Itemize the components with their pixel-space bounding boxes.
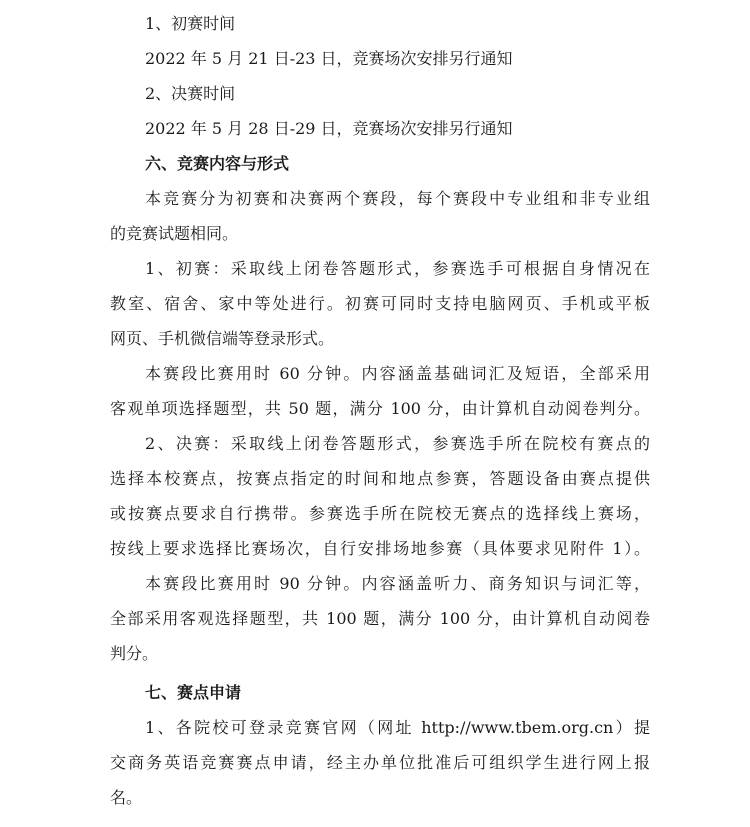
subheading-final-time: 2、决赛时间 <box>145 84 236 103</box>
paragraph-line: 的竞赛试题相同。 <box>110 224 239 243</box>
paragraph-line: 按线上要求选择比赛场次，自行安排场地参赛（具体要求见附件 1）。 <box>110 539 650 558</box>
paragraph-line: 选择本校赛点，按赛点指定的时间和地点参赛，答题设备由赛点提供 <box>110 469 650 488</box>
paragraph-line: 教室、宿舍、家中等处进行。初赛可同时支持电脑网页、手机或平板 <box>110 294 650 313</box>
subheading-preliminary-time: 1、初赛时间 <box>145 14 236 33</box>
paragraph-line: 本赛段比赛用时 60 分钟。内容涵盖基础词汇及短语，全部采用 <box>145 364 650 383</box>
paragraph-line: 1、各院校可登录竞赛官网（网址 http://www.tbem.org.cn）提 <box>145 718 650 737</box>
paragraph-line: 交商务英语竞赛赛点申请，经主办单位批准后可组织学生进行网上报 <box>110 753 650 772</box>
paragraph-line: 判分。 <box>110 644 159 663</box>
paragraph-line: 客观单项选择题型，共 50 题，满分 100 分，由计算机自动阅卷判分。 <box>110 399 650 418</box>
paragraph-preliminary-date: 2022 年 5 月 21 日-23 日，竞赛场次安排另行通知 <box>145 49 513 68</box>
paragraph-line: 全部采用客观选择题型，共 100 题，满分 100 分，由计算机自动阅卷 <box>110 609 650 628</box>
paragraph-line: 1、初赛：采取线上闭卷答题形式，参赛选手可根据自身情况在 <box>145 259 650 278</box>
section-heading-content-format: 六、竞赛内容与形式 <box>145 154 290 173</box>
section-heading-site-application: 七、赛点申请 <box>145 683 242 702</box>
paragraph-line: 本赛段比赛用时 90 分钟。内容涵盖听力、商务知识与词汇等， <box>145 574 650 593</box>
paragraph-line: 本竞赛分为初赛和决赛两个赛段，每个赛段中专业组和非专业组 <box>145 189 650 208</box>
paragraph-final-date: 2022 年 5 月 28 日-29 日，竞赛场次安排另行通知 <box>145 119 513 138</box>
paragraph-line: 或按赛点要求自行携带。参赛选手所在院校无赛点的选择线上赛场， <box>110 504 650 523</box>
paragraph-line: 网页、手机微信端等登录形式。 <box>110 329 335 348</box>
paragraph-line: 名。 <box>110 788 143 807</box>
paragraph-line: 2、决赛：采取线上闭卷答题形式，参赛选手所在院校有赛点的 <box>145 434 650 453</box>
